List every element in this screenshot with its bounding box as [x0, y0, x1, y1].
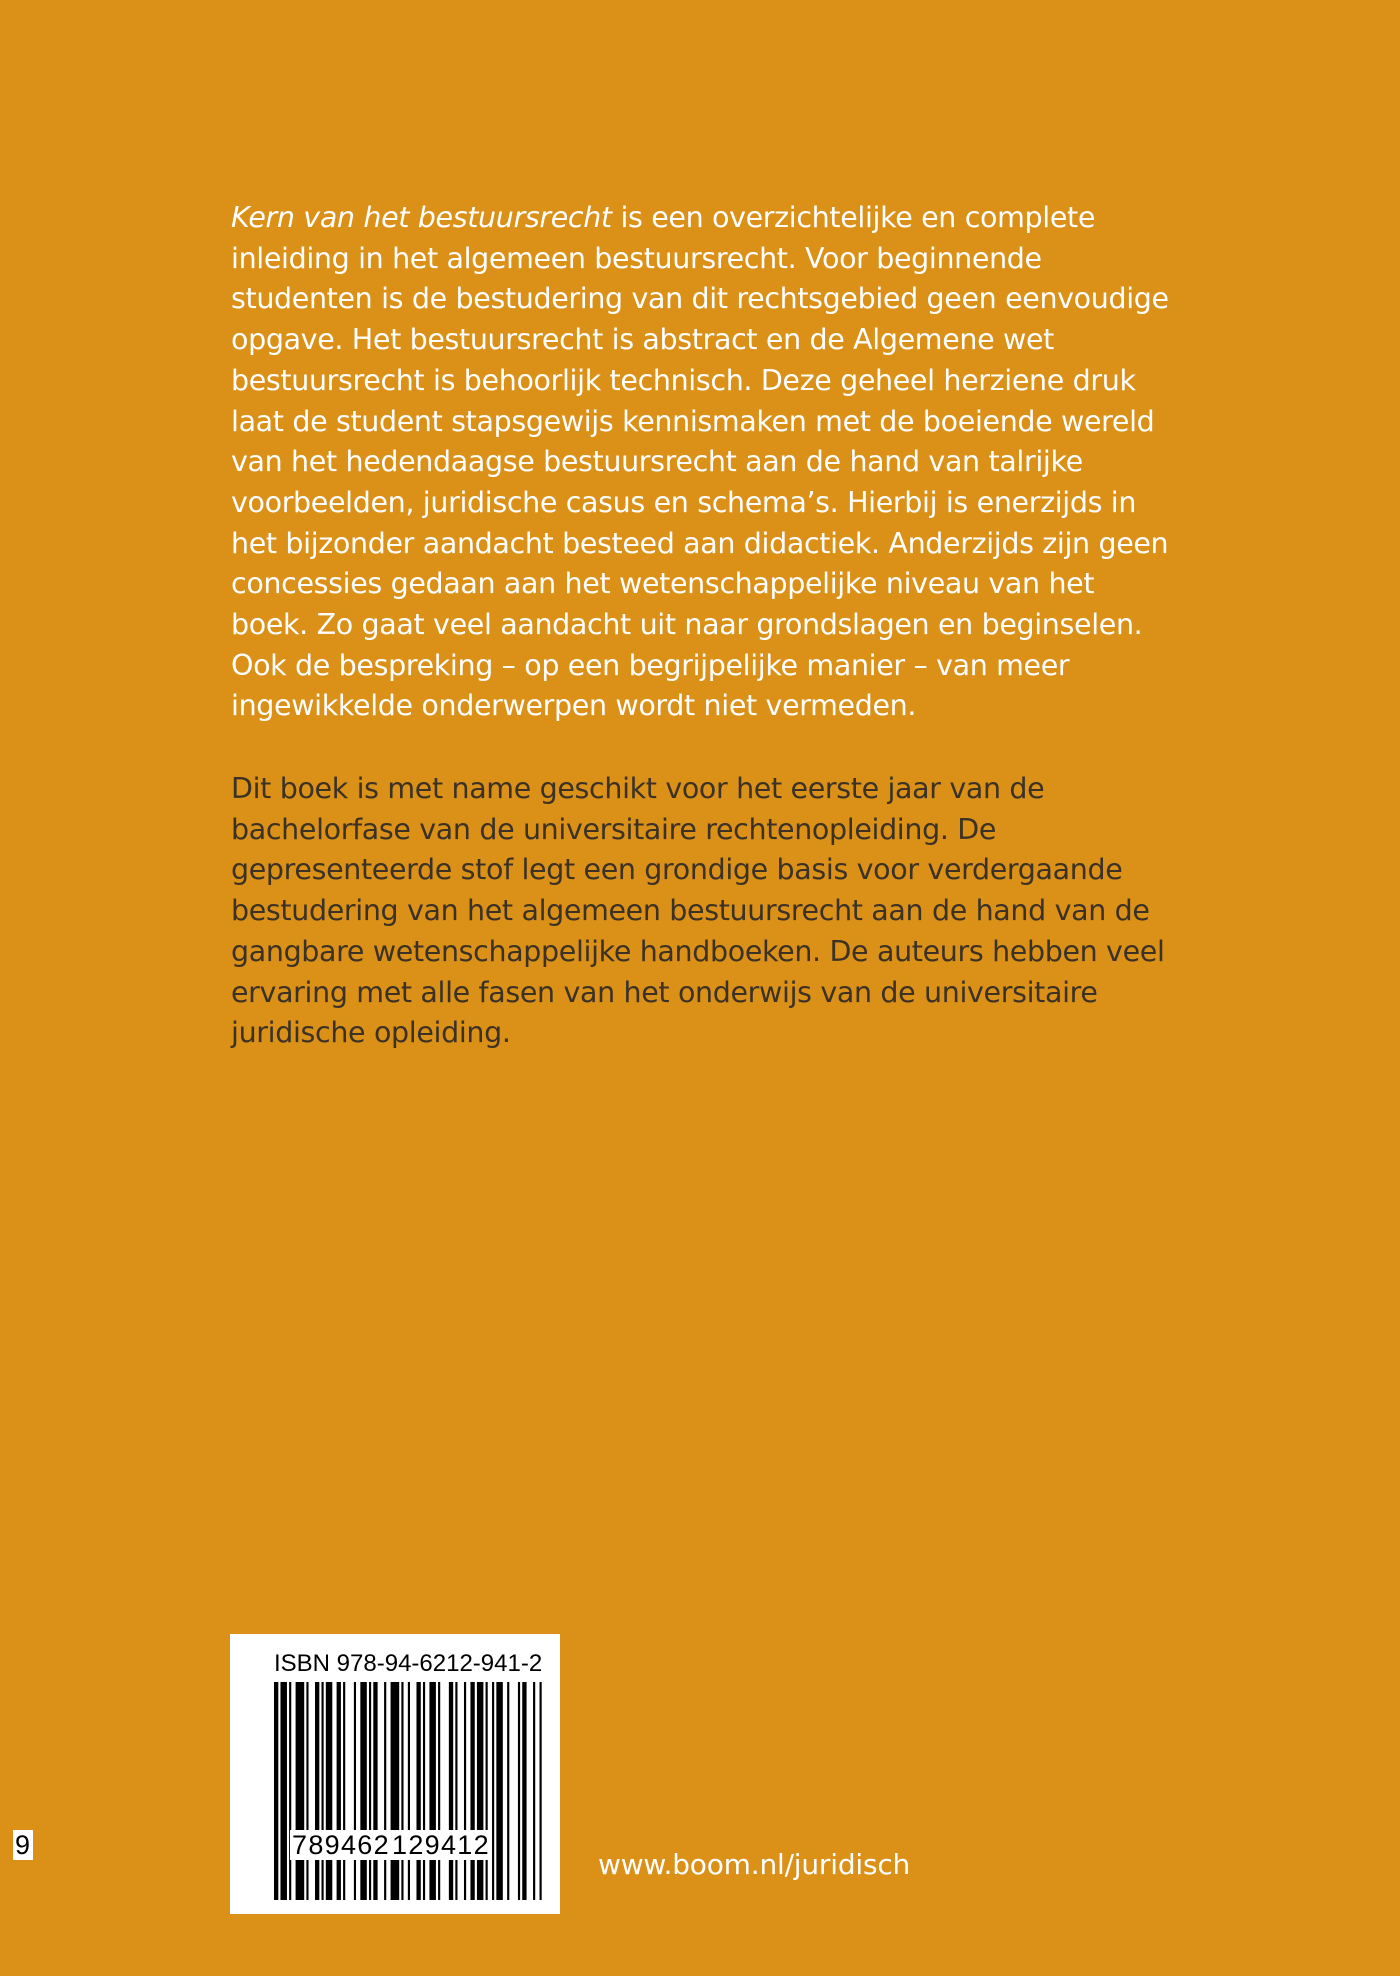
barcode-digits-left: 789462	[292, 1830, 390, 1860]
barcode-box	[230, 1634, 560, 1914]
audience-paragraph: Dit boek is met name geschikt voor het eerste jaar van de bachelorfase van de universitaire rechtenopleiding. De gepresenteerde stof legt een grondige basis voor verdergaande bestudering van het algemeen bestuursrecht aan de hand van de gangbare wetenschappelijke handboeken. De auteurs hebben veel ervaring met alle fasen van het onderwijs van de universitaire juridische opleiding.	[231, 772, 1165, 1050]
book-title: Kern van het bestuursrecht	[231, 201, 612, 234]
isbn-label: ISBN 978-94-6212-941-2	[274, 1650, 543, 1677]
website-url: www.boom.nl/juridisch	[598, 1848, 911, 1881]
intro-text: is een overzichtelijke en complete inleiding in het algemeen bestuursrecht. Voor beginnende studenten is de bestudering van dit rechtsgebied geen eenvoudige opgave. Het bestuursrecht is abstract en de Algemene wet bestuursrecht is behoorlijk technisch. Deze geheel herziene druk laat de student stapsgewijs kennismaken met de boeiende wereld van het hedendaagse bestuursrecht aan de hand van talrijke voorbeelden, juridische casus en schema’s. Hierbij is enerzijds in het bijzonder aandacht besteed aan didactiek. Anderzijds zijn geen concessies gedaan aan het wetenschappelijke niveau van het boek. Zo gaat veel aandacht uit naar grondslagen en beginselen. Ook de bespreking – op een begrijpelijke manier – van meer ingewikkelde onderwerpen wordt niet vermeden.	[231, 201, 1169, 723]
intro-paragraph	[231, 198, 1171, 727]
barcode-digit-first: 9	[15, 1830, 32, 1860]
barcode-digits-right: 129412	[392, 1830, 490, 1860]
barcode-icon	[274, 1682, 546, 1900]
